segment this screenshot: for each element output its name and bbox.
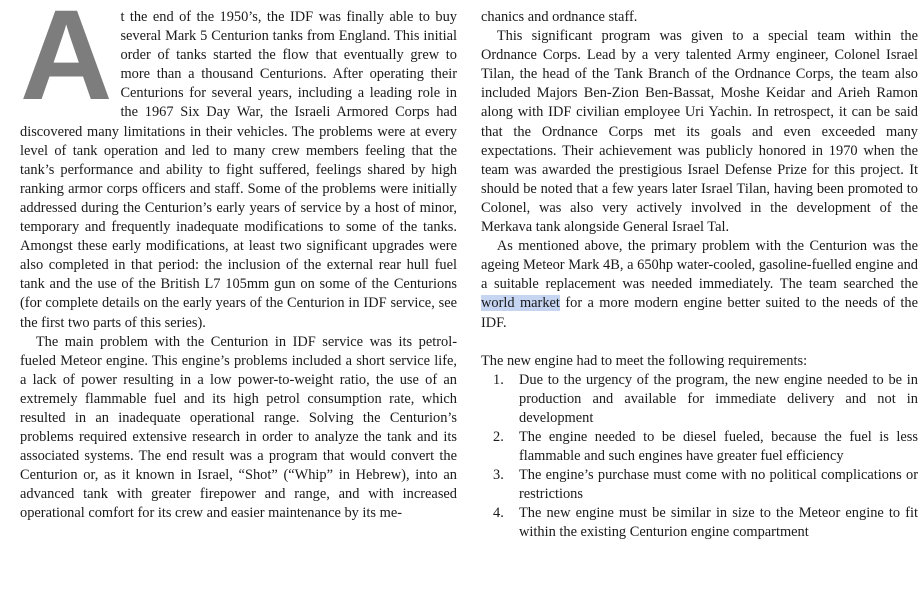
paragraph-ordnance-team[interactable]: This significant program was given to a special team within the Ordnance Corps. Lead by a very talented Army engineer, Colonel Israel Tilan, the head of the Tank Branch of the Ordnance Corps, the team also included Majors Ben-Zion Ben-Bassat, Moshe Keidar and Arieh Ramon along with IDF civilian employee Uri Yachin. In retrospect, it can be said that the Ordnance Corps met its goals and even exceeded many expectations. Their achievement was publicly honored in 1970 when the team was awarded the prestigious Israel Defense Prize for this project. It should be noted that a few years later Israel Tilan, having been promoted to Colonel, was also very actively involved in the development of the Merkava tank alongside General Israel Tal. bbox=[481, 28, 918, 236]
requirements-intro[interactable]: The new engine had to meet the following requirements: bbox=[481, 352, 808, 369]
requirement-text[interactable]: The engine’s purchase must come with no political complications or restrictions bbox=[519, 467, 918, 503]
requirement-number: 1. bbox=[493, 371, 504, 388]
requirement-number: 3. bbox=[493, 467, 504, 484]
requirement-text[interactable]: The new engine must be similar in size to the Meteor engine to fit within the existing Centurion engine compartment bbox=[519, 505, 918, 541]
requirements-list bbox=[481, 371, 918, 543]
meteor-text-after[interactable]: for a more modern engine better suited to the needs of the IDF. bbox=[481, 295, 919, 331]
paragraph-spacer bbox=[481, 333, 918, 352]
left-column bbox=[20, 0, 457, 607]
paragraph-meteor-engine[interactable] bbox=[481, 237, 918, 332]
right-column bbox=[481, 8, 918, 607]
meteor-text-before[interactable]: As mentioned above, the primary problem with the Centurion was the ageing Meteor Mark 4B, a 650hp water-cooled, gasoline-fuelled engine and a suitable replacement was needed immediately. The team searched the bbox=[481, 238, 918, 293]
requirement-number: 2. bbox=[493, 428, 504, 445]
paragraph-continuation[interactable]: chanics and ordnance staff. bbox=[481, 9, 638, 25]
requirement-text[interactable]: Due to the urgency of the program, the new engine needed to be in production and available for immediate delivery and not in development bbox=[519, 371, 918, 426]
requirement-item[interactable] bbox=[481, 466, 918, 504]
paragraph-intro-text[interactable]: t the end of the 1950’s, the IDF was finally able to buy several Mark 5 Centurion tanks from England. This initial order of tanks started the flow that eventually grew to more than a thousand Centurions. After operating their Centurions for several years, including a leading role in the 1967 Six Day War, the Israeli Armored Corps had discovered many limitations in their vehicles. The problems were at every level of tank operation and led to many crew members feeling that the tank’s performance and ability to fight suffered, feelings shared by high ranking armor corps officers and staff. Some of the problems were initially addressed during the Centurion’s early years of service by a host of minor, temporary and frequently inadequate modifications to some of the tanks. Amongst these early modifications, at least two significant upgrades were also completed in that period: the inclusion of the external rear hull fuel tank and the use of the British L7 105mm gun on some of the Centurions (for complete details on the early years of the Centurion in IDF service, see the first two parts of this series). bbox=[20, 9, 457, 331]
requirement-number: 4. bbox=[493, 505, 504, 522]
requirement-text[interactable]: The engine needed to be diesel fueled, because the fuel is less flammable and such engines have greater fuel efficiency bbox=[519, 428, 918, 465]
requirement-item[interactable] bbox=[481, 371, 918, 428]
requirement-item[interactable] bbox=[481, 504, 918, 542]
drop-cap-letter: A bbox=[20, 0, 111, 127]
paragraph-engine-problem[interactable]: The main problem with the Centurion in IDF service was its petrol-fueled Meteor engine. This engine’s problems included a short service life, a lack of power resulting in a low power-to-weight ratio, the use of an extremely flammable fuel and its high petrol consumption rate, which resulted in an inadequate operational range. Solving the Centurion’s problems required extensive research in order to analyze the tank and its associated systems. The end result was a program that would convert the Centurion or, as it known in Israel, “Shot” (“Whip” in Hebrew), into an advanced tank with greater firepower and range, and with increased operational comfort for its crew and easier maintenance by its me- bbox=[20, 333, 457, 522]
paragraph-intro[interactable] bbox=[20, 0, 457, 333]
selected-text-world-market[interactable]: world market bbox=[481, 295, 560, 312]
requirement-item[interactable] bbox=[481, 428, 918, 466]
